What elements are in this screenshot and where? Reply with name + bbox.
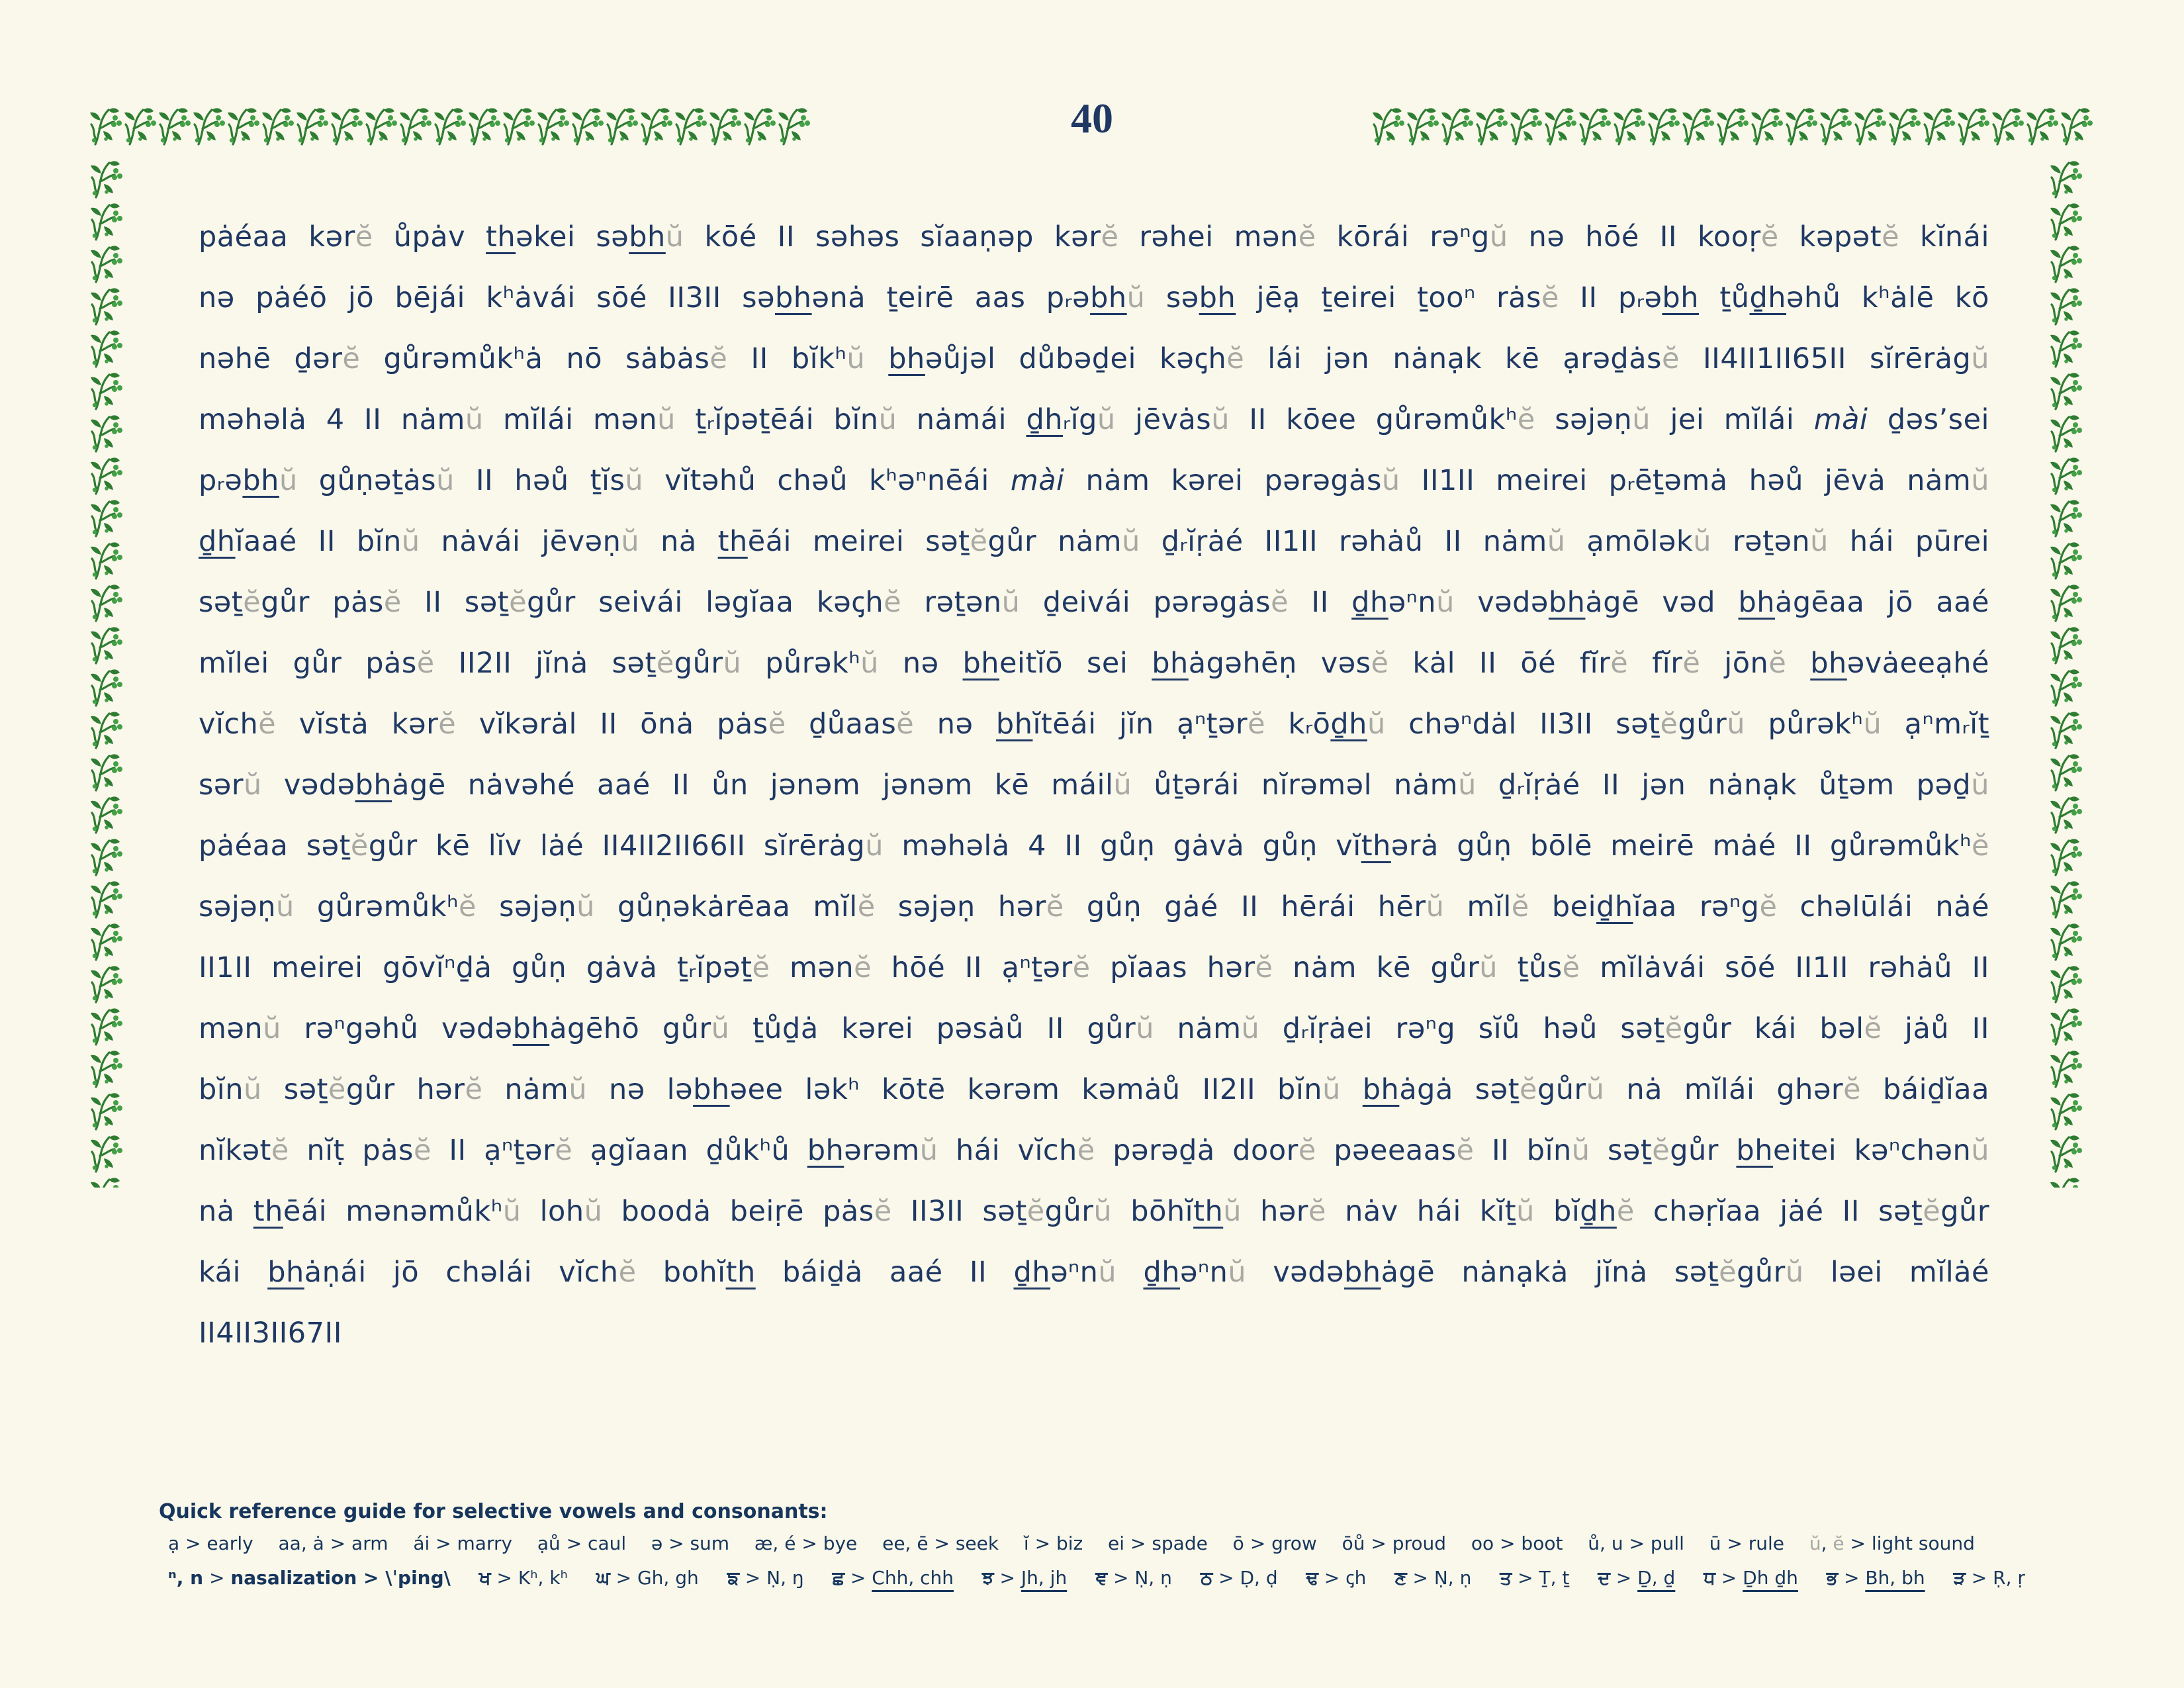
floral-sprig-icon [88, 1090, 136, 1132]
vowel-guide-item: ạů > caul [537, 1532, 627, 1554]
floral-sprig-icon [2048, 1047, 2095, 1090]
consonant-guide-item: ⁿ, n > nasalization > \ˈping\ [168, 1567, 451, 1589]
consonant-guide-item: ਭ > Bh, bh [1826, 1567, 1925, 1589]
floral-sprig-icon [2048, 369, 2095, 412]
floral-sprig-icon [1473, 105, 1508, 156]
floral-sprig-icon [2024, 105, 2058, 156]
floral-sprig-icon [2048, 242, 2095, 285]
floral-sprig-icon [88, 1047, 136, 1090]
vowel-guide-item: ŭ, ĕ > light sound [1809, 1532, 1975, 1554]
text-line: məhəlȧ 4 II nȧmŭ mĭlái mənŭ ṯᵣĭpəṯēái bĭnŭ nȧmái ḏhᵣĭgŭ jēvȧsŭ II kōee gůrəmůkʰĕ səjəṇŭ jei mĭlái mài ḏəs’sei [199, 403, 1989, 436]
floral-sprig-icon [2048, 624, 2095, 666]
vowel-guide-item: ĭ > biz [1023, 1532, 1083, 1554]
text-line: səjəṇŭ gůrəmůkʰĕ səjəṇŭ gůṇəkȧrēaa mĭlĕ səjəṇ hərĕ gůṇ gȧé II hērái hērŭ mĭlĕ beiḏhĭaa rəⁿgĕ chəlūlái nȧé [199, 890, 1989, 923]
vowel-guide-item: oo > boot [1471, 1532, 1563, 1554]
floral-sprig-icon [2048, 327, 2095, 369]
floral-sprig-icon [88, 454, 136, 496]
floral-sprig-icon [88, 539, 136, 581]
floral-sprig-icon [1680, 105, 1714, 156]
right-floral-border [2048, 158, 2095, 1188]
floral-sprig-icon [1921, 105, 1955, 156]
consonant-guide-item: ਞ > Ṇ, ṇ [1095, 1567, 1172, 1589]
floral-sprig-icon [2048, 1005, 2095, 1047]
floral-sprig-icon [2048, 835, 2095, 878]
floral-sprig-icon [2048, 1090, 2095, 1132]
floral-sprig-icon [2048, 158, 2095, 200]
floral-sprig-icon [1508, 105, 1542, 156]
floral-sprig-icon [1886, 105, 1921, 156]
floral-sprig-icon [88, 962, 136, 1005]
left-floral-border [88, 158, 136, 1188]
text-line: mĭlei gůr pȧsĕ II2II jĭnȧ səṯĕgůrŭ půrəkʰŭ nə bheitĭō sei bhȧgəhēṇ vəsĕ kȧl II ōé fĭrĕ fĭrĕ jōnĕ bhəvȧeeạhé [199, 647, 1990, 680]
floral-sprig-icon [2048, 751, 2095, 793]
text-line: II4II3II67II [199, 1317, 342, 1350]
floral-sprig-icon [1852, 105, 1886, 156]
floral-sprig-icon [2048, 581, 2095, 624]
floral-sprig-icon [88, 666, 136, 708]
floral-sprig-icon [2048, 666, 2095, 708]
text-line: nĭkətĕ nĭṭ pȧsĕ II ạⁿṯərĕ ạgĭaan ḏůkʰů bhərəmŭ hái vĭchĕ pərəḏȧ doorĕ pəeeaasĕ II bĭnŭ səṯĕgůr bheitei kəⁿchənŭ [199, 1134, 1989, 1167]
floral-sprig-icon [88, 624, 136, 666]
floral-sprig-icon [1749, 105, 1783, 156]
floral-sprig-icon [88, 158, 136, 200]
text-line: səṯĕgůr pȧsĕ II səṯĕgůr seivái ləgĭaa kəꞔhĕ rəṯənŭ ḏeivái pərəgȧsĕ II ḏhəⁿnŭ vədəbhȧgē vəd bhȧgēaa jō aaé [199, 586, 1989, 619]
floral-sprig-icon [88, 242, 136, 285]
floral-sprig-icon [88, 1132, 136, 1174]
floral-sprig-icon [88, 920, 136, 962]
floral-sprig-icon [1645, 105, 1680, 156]
floral-sprig-icon [2048, 454, 2095, 496]
vowel-guide-item: ōů > proud [1342, 1532, 1447, 1554]
floral-sprig-icon [1955, 105, 1989, 156]
floral-sprig-icon [1989, 105, 2024, 156]
quick-reference-guide [159, 1500, 2025, 1590]
text-line: pȧéaa səṯĕgůr kē lĭv lȧé II4II2II66II sĭrērȧgŭ məhəlȧ 4 II gůṇ gȧvȧ gůṇ vĭthərȧ gůṇ bōlē meirē mȧé II gůrəmůkʰĕ [199, 829, 1990, 863]
floral-sprig-icon [1370, 105, 1404, 156]
floral-sprig-icon [2048, 708, 2095, 751]
floral-sprig-icon [1714, 105, 1749, 156]
floral-sprig-icon [1404, 105, 1439, 156]
floral-sprig-icon [1542, 105, 1576, 156]
floral-sprig-icon [88, 327, 136, 369]
page-number: 40 [1071, 95, 1113, 142]
vowel-guide-item: ei > spade [1108, 1532, 1208, 1554]
floral-sprig-icon [2048, 412, 2095, 454]
consonant-guide-item: ਖ > Kʰ, kʰ [478, 1567, 568, 1589]
consonant-guide-item: ਠ > Ḍ, ḍ [1200, 1567, 1278, 1589]
floral-sprig-icon [88, 285, 136, 327]
text-line: ḏhĭaaé II bĭnŭ nȧvái jēvəṇŭ nȧ thēái meirei səṯĕgůr nȧmŭ ḏᵣĭṛȧé II1II rəhȧů II nȧmŭ ạmōləkŭ rəṯənŭ hái pūrei [199, 525, 1990, 558]
floral-sprig-icon [1439, 105, 1473, 156]
floral-sprig-icon [2048, 962, 2095, 1005]
vowel-guide-item: aa, ȧ > arm [278, 1532, 388, 1554]
floral-sprig-icon [1783, 105, 1817, 156]
consonant-guide-item: ਙ > Ṇ, ŋ [727, 1567, 804, 1589]
vowel-guide-item: ů, u > pull [1588, 1532, 1684, 1554]
floral-sprig-icon [88, 708, 136, 751]
text-line: II1II meirei gōvĭⁿḏȧ gůṇ gȧvȧ ṯᵣĭpəṯĕ mənĕ hōé II ạⁿṯərĕ pĭaas hərĕ nȧm kē gůrŭ ṯůsĕ mĭlȧvái sōé II1II rəhȧů II [199, 951, 1989, 984]
consonant-guide-item: ਢ > ꞔh [1306, 1567, 1367, 1589]
text-line: nə pȧéō jō bējái kʰȧvái sōé II3II səbhənȧ ṯeirē aas pᵣəbhŭ səbh jēạ ṯeirei ṯooⁿ rȧsĕ II pᵣəbh ṯůḏhəhů kʰȧlē kō [199, 281, 1989, 314]
vowel-guide-item: ạ > early [168, 1532, 253, 1554]
consonant-guide-item: ਛ > Chh, chh [832, 1567, 954, 1589]
floral-sprig-icon [88, 1174, 136, 1188]
text-line: vĭchĕ vĭstȧ kərĕ vĭkərȧl II ōnȧ pȧsĕ ḏůaasĕ nə bhĭtēái jĭn ạⁿṯərĕ kᵣōḏhŭ chəⁿdȧl II3II səṯĕgůrŭ půrəkʰŭ ạⁿmᵣĭṯ [199, 708, 1989, 741]
floral-sprig-icon [2058, 105, 2093, 156]
text-line: sərŭ vədəbhȧgē nȧvəhé aaé II ůn jənəm jənəm kē máilŭ ůṯərái nĭrəməl nȧmŭ ḏᵣĭṛȧé II jən nȧnạk ůṯəm pəḏŭ [199, 769, 1989, 802]
floral-sprig-icon [88, 878, 136, 920]
vowel-guide-item: ee, ē > seek [882, 1532, 999, 1554]
text-line: pȧéaa kərĕ ůpȧv thəkei səbhŭ kōé II səhəs sĭaaṇəp kərĕ rəhei mənĕ kōrái rəⁿgŭ nə hōé II kooṛĕ kəpətĕ kĭnái [199, 220, 1989, 254]
consonant-guide-item: ਤ > Ṯ, ṯ [1500, 1567, 1570, 1589]
floral-sprig-icon [2048, 878, 2095, 920]
floral-sprig-icon [88, 835, 136, 878]
top-right-floral-border [1370, 105, 2097, 156]
vowel-guide-item: æ, é > bye [754, 1532, 858, 1554]
vowel-guide-item: ə > sum [651, 1532, 730, 1554]
floral-sprig-icon [1611, 105, 1645, 156]
text-line: mənŭ rəⁿgəhů vədəbhȧgēhō gůrŭ ṯůḏȧ kərei pəsȧů II gůrŭ nȧmŭ ḏᵣĭṛȧei rəⁿg sĭů həů səṯĕgůr kái bəlĕ jȧů II [199, 1012, 1989, 1045]
floral-sprig-icon [2048, 200, 2095, 242]
guide-heading: Quick reference guide for selective vowels and consonants: [159, 1500, 828, 1523]
consonant-guide-item: ਣ > Ṇ, ṇ [1394, 1567, 1472, 1589]
text-line: bĭnŭ səṯĕgůr hərĕ nȧmŭ nə ləbhəee ləkʰ kōtē kərəm kəmȧů II2II bĭnŭ bhȧgȧ səṯĕgůrŭ nȧ mĭlái ghərĕ báiḏĭaa [199, 1073, 1990, 1106]
text-line: nəhē ḏərĕ gůrəmůkʰȧ nō sȧbȧsĕ II bĭkʰŭ bhəůjəl důbəḏei kəꞔhĕ lái jən nȧnạk kē ạrəḏȧsĕ II4II1II65II sĭrērȧgŭ [199, 342, 1990, 375]
text-line: nȧ thēái mənəmůkʰŭ lohŭ boodȧ beiṛē pȧsĕ II3II səṯĕgůrŭ bōhĭthŭ hərĕ nȧv hái kĭṯŭ bĭḏhĕ chəṛĭaa jȧé II səṯĕgůr [199, 1195, 1989, 1228]
floral-sprig-icon [88, 1005, 136, 1047]
consonant-guide-item: ਦ > Ḏ, ḏ [1598, 1567, 1676, 1589]
floral-sprig-icon [2048, 285, 2095, 327]
vowel-guide-item: ái > marry [413, 1532, 513, 1554]
floral-sprig-icon [88, 412, 136, 454]
floral-sprig-icon [1576, 105, 1611, 156]
floral-sprig-icon [2048, 1174, 2095, 1188]
consonant-guide-item: ਝ > Jh, jh [981, 1567, 1068, 1589]
floral-sprig-icon [2048, 920, 2095, 962]
consonant-guide-item: ਧ > Ḏh ḏh [1704, 1567, 1798, 1589]
consonant-guide-row [168, 1565, 2025, 1590]
text-line: pᵣəbhŭ gůṇəṯȧsŭ II həů ṯĭsŭ vĭtəhů chəů kʰəⁿnēái mài nȧm kərei pərəgȧsŭ II1II meirei pᵣēṯəmȧ həů jēvȧ nȧmŭ [199, 464, 1989, 497]
floral-sprig-icon [88, 200, 136, 242]
vowel-guide-item: ō > grow [1232, 1532, 1317, 1554]
floral-sprig-icon [88, 496, 136, 539]
text-line: kái bhȧṇái jō chəlái vĭchĕ bohĭth báiḏȧ aaé II ḏhəⁿnŭ ḏhəⁿnŭ vədəbhȧgē nȧnạkȧ jĭnȧ səṯĕgůrŭ ləei mĭlȧé [199, 1256, 1989, 1289]
vowel-guide-row [168, 1532, 1975, 1554]
transliteration-text-block [199, 207, 1989, 1364]
floral-sprig-icon [2048, 496, 2095, 539]
floral-sprig-icon [88, 581, 136, 624]
floral-sprig-icon [1817, 105, 1852, 156]
floral-sprig-icon [2048, 793, 2095, 835]
floral-sprig-icon [88, 369, 136, 412]
consonant-guide-item: ਘ > Gh, gh [596, 1567, 699, 1589]
floral-sprig-icon [88, 793, 136, 835]
floral-sprig-icon [2048, 539, 2095, 581]
vowel-guide-item: ū > rule [1709, 1532, 1785, 1554]
floral-sprig-icon [2048, 1132, 2095, 1174]
floral-sprig-icon [88, 751, 136, 793]
consonant-guide-item: ੜ > Ṛ, ṛ [1953, 1567, 2025, 1589]
